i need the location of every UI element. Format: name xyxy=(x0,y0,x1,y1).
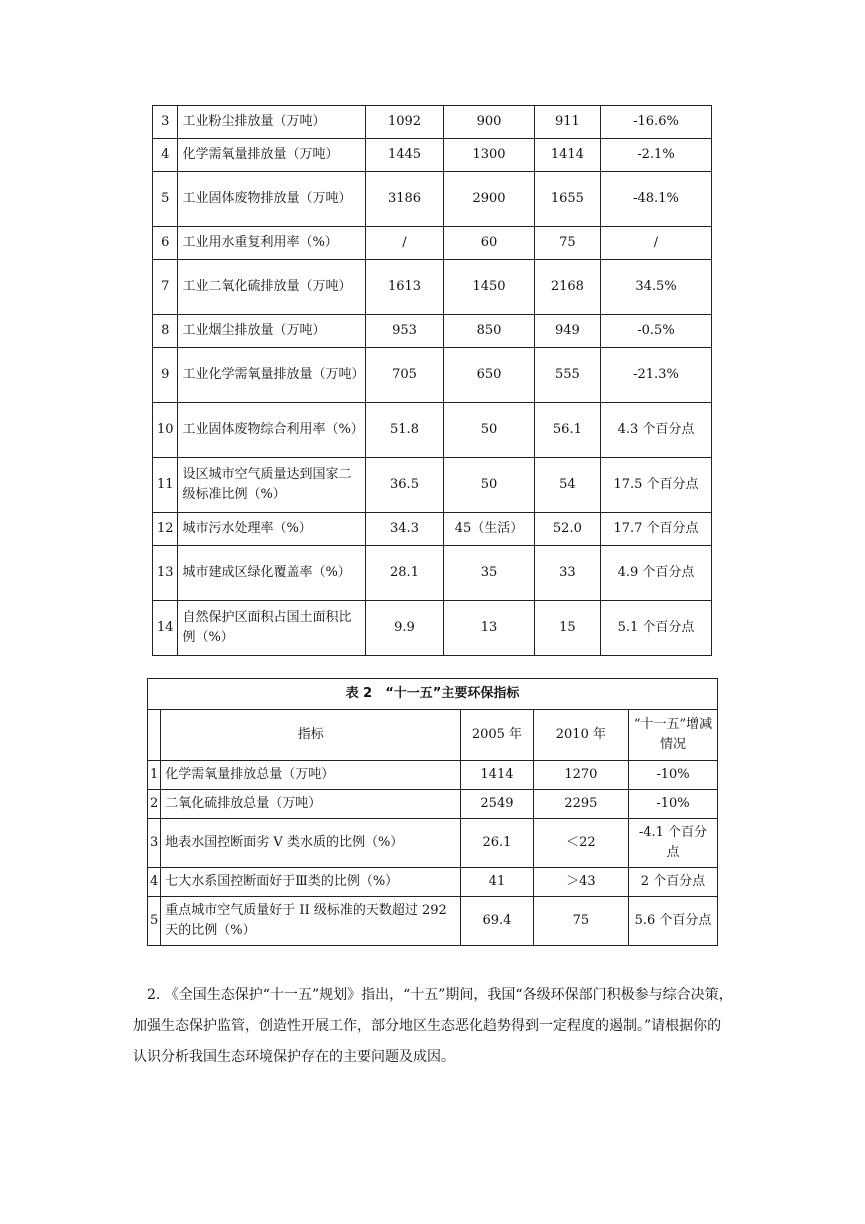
value-1: 34.3 xyxy=(365,513,443,546)
value-3: 54 xyxy=(534,458,600,513)
row-number: 14 xyxy=(153,601,178,656)
value-2010: 75 xyxy=(533,897,628,946)
change-value: -16.6% xyxy=(600,106,711,139)
table-header-row xyxy=(148,710,718,761)
table-title-row xyxy=(148,679,718,710)
table-2 xyxy=(147,678,718,946)
table-row xyxy=(153,513,712,546)
change-value: -0.5% xyxy=(600,315,711,348)
change-value: 4.3 个百分点 xyxy=(600,403,711,458)
value-1: 3186 xyxy=(365,172,443,227)
table-row xyxy=(148,897,718,946)
value-2005: 41 xyxy=(461,868,534,897)
indicator-name: 城市建成区绿化覆盖率（%） xyxy=(178,546,365,601)
row-number: 13 xyxy=(153,546,178,601)
indicator-name: 设区城市空气质量达到国家二级标准比例（%） xyxy=(178,458,365,513)
table-row xyxy=(153,227,712,260)
value-2005: 69.4 xyxy=(461,897,534,946)
header-2010: 2010 年 xyxy=(533,710,628,761)
value-3: 949 xyxy=(534,315,600,348)
value-2005: 1414 xyxy=(461,761,534,790)
value-3: 2168 xyxy=(534,260,600,315)
table-row xyxy=(148,819,718,868)
row-number: 4 xyxy=(148,868,161,897)
value-2010: 1270 xyxy=(533,761,628,790)
indicator-name: 工业固体废物综合利用率（%） xyxy=(178,403,365,458)
change-value: -48.1% xyxy=(600,172,711,227)
indicator-name: 工业固体废物排放量（万吨） xyxy=(178,172,365,227)
value-2: 50 xyxy=(444,403,535,458)
table-row xyxy=(153,546,712,601)
value-2010: 2295 xyxy=(533,790,628,819)
change-value: -2.1% xyxy=(600,139,711,172)
row-number: 5 xyxy=(148,897,161,946)
row-number: 8 xyxy=(153,315,178,348)
value-2010: ＜22 xyxy=(533,819,628,868)
change-value: -10% xyxy=(628,790,717,819)
table-row xyxy=(153,601,712,656)
row-number: 6 xyxy=(153,227,178,260)
value-2: 2900 xyxy=(444,172,535,227)
value-1: 953 xyxy=(365,315,443,348)
value-3: 52.0 xyxy=(534,513,600,546)
table-row xyxy=(153,458,712,513)
value-2: 50 xyxy=(444,458,535,513)
value-2: 13 xyxy=(444,601,535,656)
row-number: 1 xyxy=(148,761,161,790)
table-row xyxy=(148,868,718,897)
value-2: 650 xyxy=(444,348,535,403)
value-1: 1445 xyxy=(365,139,443,172)
table-row xyxy=(148,761,718,790)
value-3: 1655 xyxy=(534,172,600,227)
value-1: 705 xyxy=(365,348,443,403)
table-row xyxy=(148,790,718,819)
change-value: 5.1 个百分点 xyxy=(600,601,711,656)
indicator-name: 地表水国控断面劣 V 类水质的比例（%） xyxy=(161,819,461,868)
value-3: 15 xyxy=(534,601,600,656)
row-number: 3 xyxy=(153,106,178,139)
table-row xyxy=(153,348,712,403)
value-2: 900 xyxy=(444,106,535,139)
change-value: -21.3% xyxy=(600,348,711,403)
value-2010: ＞43 xyxy=(533,868,628,897)
value-3: 555 xyxy=(534,348,600,403)
value-1: 36.5 xyxy=(365,458,443,513)
value-3: 33 xyxy=(534,546,600,601)
change-value: 34.5% xyxy=(600,260,711,315)
value-2: 1300 xyxy=(444,139,535,172)
row-number: 9 xyxy=(153,348,178,403)
header-change: “十一五”增减情况 xyxy=(628,710,717,761)
indicator-name: 化学需氧量排放量（万吨） xyxy=(178,139,365,172)
value-3: 1414 xyxy=(534,139,600,172)
table-row xyxy=(153,260,712,315)
value-2: 1450 xyxy=(444,260,535,315)
value-1: / xyxy=(365,227,443,260)
indicator-name: 七大水系国控断面好于Ⅲ类的比例（%） xyxy=(161,868,461,897)
row-number: 3 xyxy=(148,819,161,868)
change-value: 4.9 个百分点 xyxy=(600,546,711,601)
indicator-name: 城市污水处理率（%） xyxy=(178,513,365,546)
value-2: 60 xyxy=(444,227,535,260)
value-1: 1613 xyxy=(365,260,443,315)
value-3: 75 xyxy=(534,227,600,260)
row-number: 4 xyxy=(153,139,178,172)
change-value: 5.6 个百分点 xyxy=(628,897,717,946)
value-2: 45（生活） xyxy=(444,513,535,546)
table-1 xyxy=(152,105,712,656)
value-2005: 26.1 xyxy=(461,819,534,868)
header-indicator: 指标 xyxy=(161,710,461,761)
change-value: 17.7 个百分点 xyxy=(600,513,711,546)
indicator-name: 工业化学需氧量排放量（万吨） xyxy=(178,348,365,403)
row-number: 11 xyxy=(153,458,178,513)
change-value: -4.1 个百分点 xyxy=(628,819,717,868)
row-number: 10 xyxy=(153,403,178,458)
row-number: 12 xyxy=(153,513,178,546)
indicator-name: 自然保护区面积占国土面积比例（%） xyxy=(178,601,365,656)
row-number: 5 xyxy=(153,172,178,227)
indicator-name: 重点城市空气质量好于 II 级标准的天数超过 292 天的比例（%） xyxy=(161,897,461,946)
value-1: 51.8 xyxy=(365,403,443,458)
indicator-name: 二氧化硫排放总量（万吨） xyxy=(161,790,461,819)
table-row xyxy=(153,106,712,139)
table-title: 表 2 “十一五”主要环保指标 xyxy=(148,679,718,710)
table-row xyxy=(153,315,712,348)
header-blank xyxy=(148,710,161,761)
change-value: 17.5 个百分点 xyxy=(600,458,711,513)
value-3: 56.1 xyxy=(534,403,600,458)
change-value: / xyxy=(600,227,711,260)
value-3: 911 xyxy=(534,106,600,139)
header-2005: 2005 年 xyxy=(461,710,534,761)
question-paragraph: 2. 《全国生态保护“十一五”规划》指出，“十五”期间，我国“各级环保部门积极参与综合决策，加强生态保护监管，创造性开展工作，部分地区生态恶化趋势得到一定程度的遏制。”请根据你的认识分析我国生态环境保护存在的主要问题及成因。 xyxy=(133,987,733,1065)
indicator-name: 工业烟尘排放量（万吨） xyxy=(178,315,365,348)
indicator-name: 工业粉尘排放量（万吨） xyxy=(178,106,365,139)
row-number: 7 xyxy=(153,260,178,315)
table-row xyxy=(153,403,712,458)
indicator-name: 工业用水重复利用率（%） xyxy=(178,227,365,260)
value-2: 850 xyxy=(444,315,535,348)
row-number: 2 xyxy=(148,790,161,819)
value-1: 9.9 xyxy=(365,601,443,656)
table-row xyxy=(153,172,712,227)
table-row xyxy=(153,139,712,172)
change-value: -10% xyxy=(628,761,717,790)
indicator-name: 工业二氧化硫排放量（万吨） xyxy=(178,260,365,315)
value-1: 28.1 xyxy=(365,546,443,601)
value-2: 35 xyxy=(444,546,535,601)
change-value: 2 个百分点 xyxy=(628,868,717,897)
value-2005: 2549 xyxy=(461,790,534,819)
indicator-name: 化学需氧量排放总量（万吨） xyxy=(161,761,461,790)
value-1: 1092 xyxy=(365,106,443,139)
